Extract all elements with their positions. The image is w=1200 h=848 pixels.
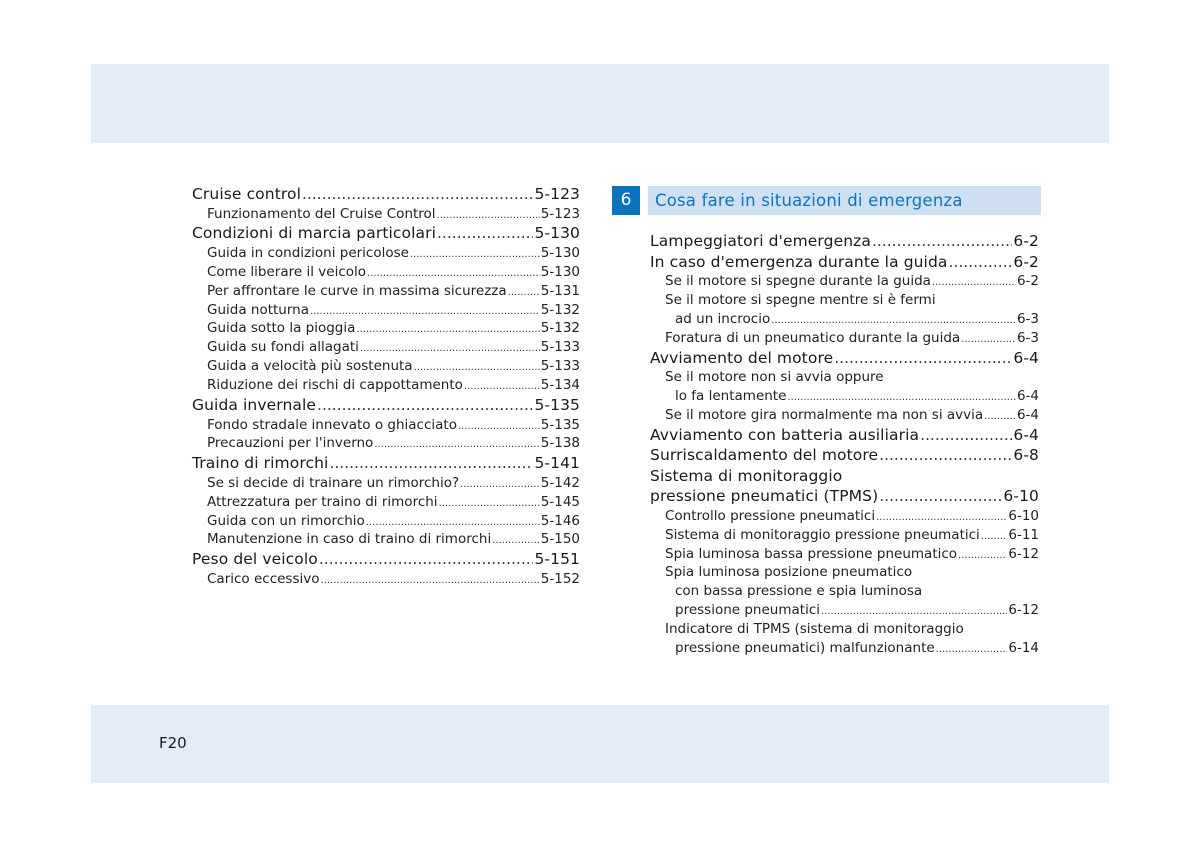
toc-entry[interactable] [192,301,580,320]
toc-entry[interactable] [650,563,1039,582]
toc-entry-title: Carico eccessivo [207,570,320,587]
toc-entry-page: 5-133 [540,358,580,375]
toc-entry-title: Avviamento del motore [650,348,834,367]
toc-dot-leader [321,572,540,591]
toc-entry-title: Indicatore di TPMS (sistema di monitoraggio [665,621,964,638]
toc-entry-page: 5-132 [540,320,580,337]
toc-entry[interactable] [192,338,580,357]
toc-entry-title: Funzionamento del Cruise Control [207,205,436,222]
toc-entry-page: 5-135 [540,416,580,433]
toc-entry-page: 6-2 [1013,232,1039,250]
toc-dot-leader [317,395,533,416]
toc-entry-title: pressione pneumatici [675,602,820,619]
toc-entry-page: 5-130 [540,244,580,261]
toc-dot-leader [302,184,533,205]
toc-entry-page: 6-4 [1013,348,1039,367]
toc-entry-page: 5-133 [540,339,580,356]
toc-entry-page: 6-12 [1008,602,1039,619]
toc-entry-page: 5-134 [540,377,580,394]
toc-entry-title: Traino di rimorchi [192,454,329,473]
toc-entry[interactable] [192,263,580,282]
footer-band [91,705,1109,783]
toc-entry[interactable] [192,416,580,435]
toc-entry-page: 6-3 [1016,329,1039,346]
toc-entry-page: 5-152 [540,570,580,587]
chapter-heading [612,186,1041,215]
toc-entry-page: 6-8 [1013,446,1039,465]
toc-entry-page: 5-123 [534,185,580,203]
toc-dot-leader [439,495,540,514]
toc-entry-title: Attrezzatura per traino di rimorchi [207,493,438,510]
toc-entry-page: 6-4 [1016,406,1039,423]
toc-entry-title: Surriscaldamento del motore [650,446,879,465]
toc-entry-title: Come liberare il veicolo [207,263,367,280]
toc-entry[interactable] [650,272,1039,291]
toc-dot-leader [949,252,1013,273]
toc-dot-leader [437,223,533,244]
page-number: F20 [159,734,187,752]
toc-entry-page: 5-150 [540,531,580,548]
toc-entry-title: ad un incrocio [675,310,771,327]
toc-entry[interactable] [650,639,1039,658]
toc-entry-title: Se il motore non si avvia oppure [665,369,884,386]
toc-entry[interactable] [650,252,1039,273]
toc-entry[interactable] [192,244,580,263]
toc-entry[interactable] [650,291,1039,310]
toc-entry-page: 6-10 [1003,487,1039,506]
toc-entry-title: Per affrontare le curve in massima sicurezza [207,282,507,299]
toc-entry-title: Riduzione dei rischi di cappottamento [207,377,463,394]
toc-entry[interactable] [192,434,580,453]
toc-dot-leader [458,418,540,437]
toc-entry-title: Guida notturna [207,301,310,318]
toc-dot-leader [410,246,540,265]
toc-entry[interactable] [650,601,1039,620]
toc-entry-page: 6-2 [1013,252,1039,271]
toc-entry[interactable] [192,282,580,301]
toc-entry-title: Guida a velocità più sostenuta [207,358,413,375]
toc-dot-leader [879,486,1002,507]
toc-entry-title: Foratura di un pneumatico durante la guida [665,329,961,346]
toc-entry-title: Guida con un rimorchio [207,512,365,529]
toc-entry[interactable] [192,453,580,474]
toc-entry[interactable] [192,493,580,512]
toc-left-column [192,184,580,589]
toc-entry[interactable] [192,570,580,589]
toc-entry-title: Avviamento con batteria ausiliaria [650,425,920,444]
toc-entry-title: lo fa lentamente [675,387,787,404]
toc-entry-page: 5-146 [540,512,580,529]
toc-entry[interactable] [650,406,1039,425]
toc-entry[interactable] [650,425,1039,446]
toc-dot-leader [981,528,1008,547]
toc-dot-leader [834,348,1012,369]
toc-entry-page: 6-4 [1013,425,1039,444]
toc-entry[interactable] [650,310,1039,329]
toc-entry-title: Cruise control [192,185,301,203]
toc-entry[interactable] [192,184,580,205]
toc-entry-page: 5-145 [540,493,580,510]
toc-entry-page: 6-3 [1016,310,1039,327]
chapter-title: Cosa fare in situazioni di emergenza [648,186,1041,215]
toc-entry[interactable] [192,530,580,549]
toc-entry[interactable] [650,231,1039,252]
toc-entry-title: Se si decide di trainare un rimorchio? [207,474,460,491]
toc-dot-leader [356,321,539,340]
toc-entry-page: 6-10 [1008,507,1039,524]
toc-dot-leader [460,476,540,495]
toc-right-column [650,231,1039,658]
toc-entry[interactable] [650,620,1039,639]
toc-entry[interactable] [192,376,580,395]
toc-dot-leader [508,284,540,303]
toc-entry-page: 5-131 [540,282,580,299]
toc-entry-title: Lampeggiatori d'emergenza [650,232,871,250]
toc-entry[interactable] [650,526,1039,545]
toc-entry-title: Spia luminosa posizione pneumatico [665,564,913,581]
toc-dot-leader [932,274,1016,293]
toc-entry[interactable] [650,368,1039,387]
toc-dot-leader [329,453,533,474]
toc-entry-title: Spia luminosa bassa pressione pneumatico [665,545,958,562]
toc-entry[interactable] [192,474,580,493]
toc-entry-title: Controllo pressione pneumatici [665,507,876,524]
toc-entry-page: 6-4 [1016,387,1039,404]
toc-entry[interactable] [192,549,580,570]
toc-entry[interactable] [192,395,580,416]
toc-entry-title: Guida in condizioni pericolose [207,244,409,261]
toc-entry[interactable] [650,387,1039,406]
toc-entry[interactable] [650,486,1039,507]
toc-dot-leader [958,547,1007,566]
toc-entry[interactable] [192,223,580,244]
toc-entry[interactable] [192,319,580,338]
toc-dot-leader [936,641,1008,660]
toc-entry-page: 6-14 [1008,639,1039,656]
toc-entry-title: Guida su fondi allagati [207,339,359,356]
toc-entry-title: Condizioni di marcia particolari [192,224,436,243]
toc-entry-title: Se il motore si spegne durante la guida [665,273,931,289]
toc-entry[interactable] [650,466,1039,487]
toc-entry-title: Sistema di monitoraggio pressione pneumatici [665,526,980,543]
toc-entry[interactable] [650,329,1039,348]
toc-entry-page: 5-151 [534,550,580,569]
toc-entry-title: pressione pneumatici) malfunzionante [675,639,935,656]
toc-entry-title: Peso del veicolo [192,550,318,569]
toc-entry-title: Se il motore gira normalmente ma non si avvia [665,406,984,423]
toc-entry-page: 5-123 [540,205,580,222]
toc-entry[interactable] [650,545,1039,564]
toc-entry-page: 5-130 [540,263,580,280]
toc-entry-title: Se il motore si spegne mentre si è fermi [665,291,936,308]
toc-dot-leader [879,445,1012,466]
toc-entry-page: 6-12 [1008,545,1039,562]
toc-entry-title: In caso d'emergenza durante la guida [650,252,948,271]
toc-entry[interactable] [650,348,1039,369]
toc-entry-title: Manutenzione in caso di traino di rimorchi [207,531,492,548]
toc-entry-title: Fondo stradale innevato o ghiacciato [207,416,457,433]
chapter-number: 6 [612,186,640,215]
toc-entry-page: 6-2 [1016,273,1039,289]
toc-dot-leader [872,231,1012,252]
toc-entry-title: Guida sotto la pioggia [207,320,356,337]
toc-entry-page: 5-141 [534,454,580,473]
toc-entry-page: 5-142 [540,474,580,491]
toc-entry[interactable] [650,582,1039,601]
toc-dot-leader [920,425,1012,446]
toc-entry-page: 5-138 [540,435,580,452]
toc-entry[interactable] [650,507,1039,526]
toc-entry-title: Guida invernale [192,396,317,415]
toc-entry-page: 5-130 [534,224,580,243]
toc-dot-leader [319,549,534,570]
toc-entry-page: 5-132 [540,301,580,318]
toc-entry[interactable] [192,205,580,224]
header-band [91,64,1109,143]
toc-entry-page: 6-11 [1008,526,1039,543]
toc-entry[interactable] [192,512,580,531]
toc-entry[interactable] [650,445,1039,466]
toc-entry-title: pressione pneumatici (TPMS) [650,487,879,506]
toc-entry[interactable] [192,357,580,376]
toc-entry-title: Precauzioni per l'inverno [207,435,374,452]
toc-entry-title: con bassa pressione e spia luminosa [675,583,923,600]
toc-entry-page: 5-135 [534,396,580,415]
toc-entry-title: Sistema di monitoraggio [650,466,843,485]
